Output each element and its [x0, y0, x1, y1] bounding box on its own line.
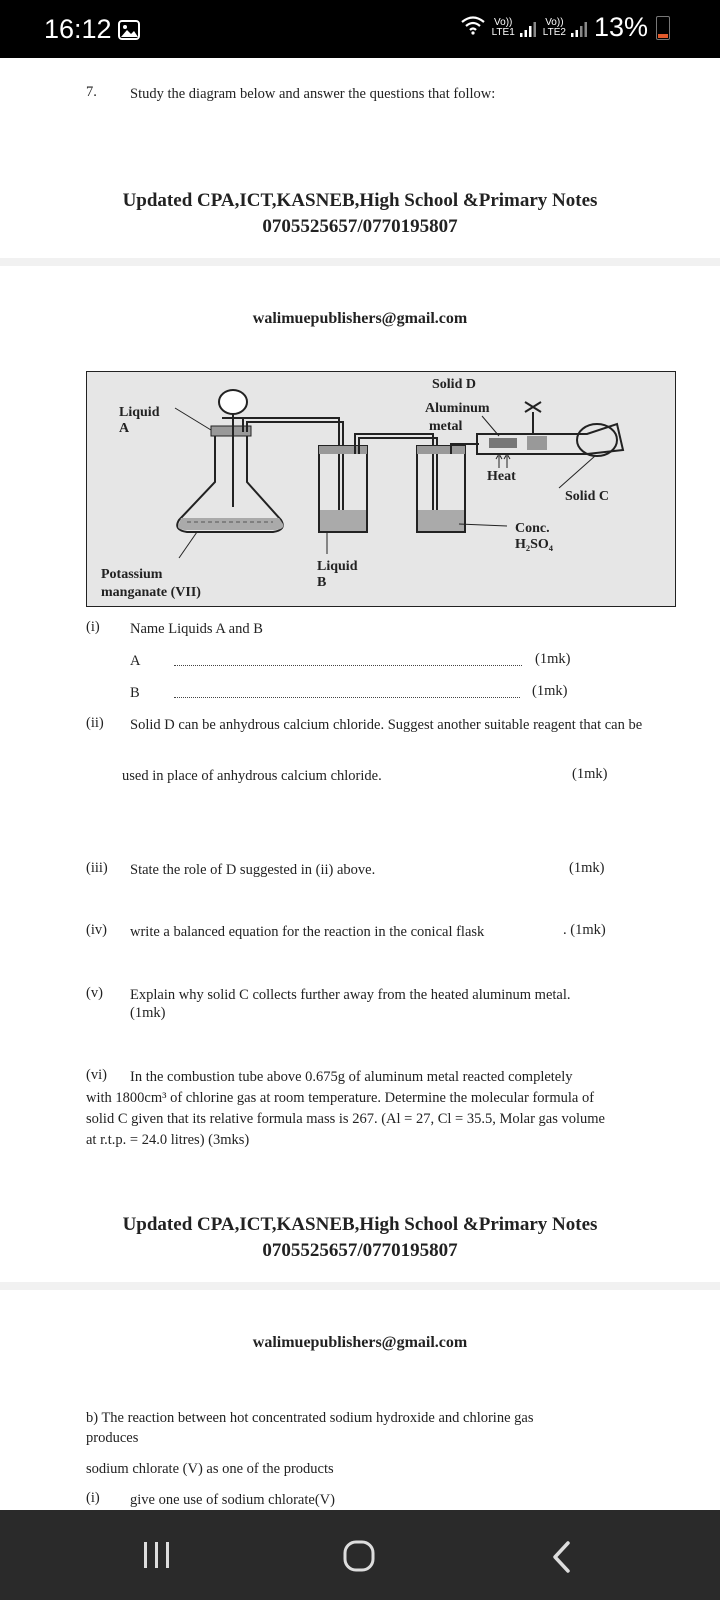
question-text: Study the diagram below and answer the questions that follow: — [130, 86, 496, 102]
mark-allocation: (1mk) — [569, 860, 605, 876]
label-aluminum: Aluminum — [425, 401, 490, 416]
question-text: sodium chlorate (V) as one of the products — [86, 1461, 334, 1477]
back-icon — [550, 1540, 574, 1574]
label-h2so4: H₂SO₄ — [515, 537, 553, 552]
aluminum-metal — [489, 438, 517, 448]
question-text: b) The reaction between hot concentrated sodium hydroxide and chlorine gas — [86, 1410, 534, 1426]
battery-icon — [656, 16, 670, 40]
question-text: Solid D can be anhydrous calcium chloride. Suggest another suitable reagent that can be — [130, 717, 643, 733]
sim1-signal — [492, 18, 537, 38]
question-text: Explain why solid C collects further away from the heated aluminum metal. — [130, 987, 571, 1003]
back-button[interactable] — [550, 1540, 574, 1579]
question-text: In the combustion tube above 0.675g of aluminum metal reacted completely — [130, 1069, 573, 1085]
gas-tap — [525, 402, 541, 412]
mark-allocation: (1mk) — [535, 651, 571, 667]
question-text: with 1800cm³ of chlorine gas at room temperature. Determine the molecular formula of — [86, 1090, 595, 1106]
label-manganate: manganate (VII) — [101, 585, 201, 600]
label-liquid-a: Liquid — [119, 405, 160, 420]
answer-line — [174, 697, 520, 698]
question-text: used in place of anhydrous calcium chloride. — [122, 768, 382, 784]
page-separator — [0, 258, 720, 266]
question-number: 7. — [86, 84, 97, 100]
gallery-notification-icon — [118, 20, 140, 40]
question-number: (vi) — [86, 1067, 107, 1083]
signal-bars-icon — [570, 20, 588, 38]
question-number: (i) — [86, 1490, 100, 1506]
battery-percent: 13% — [593, 12, 648, 42]
label-heat: Heat — [487, 469, 516, 484]
question-number: (ii) — [86, 715, 104, 731]
question-text: Name Liquids A and B — [130, 621, 263, 637]
navigation-bar — [0, 1510, 720, 1600]
wifi-icon — [460, 15, 486, 40]
flask-stopper — [211, 426, 251, 436]
label-metal: metal — [429, 419, 463, 434]
question-number: (i) — [86, 619, 100, 635]
answer-label: B — [130, 685, 140, 701]
flask-liquid — [178, 518, 283, 530]
label-solid-d: Solid D — [432, 377, 476, 392]
label-liquid-b: Liquid — [317, 559, 358, 574]
email-header: walimuepublishers@gmail.com — [252, 1334, 468, 1351]
recent-apps-icon — [140, 1540, 174, 1570]
mark-allocation: (1mk) — [130, 1005, 166, 1021]
question-text: State the role of D suggested in (ii) above. — [130, 862, 376, 878]
sim1-volte-label: Vo)) — [494, 16, 513, 28]
question-text: give one use of sodium chlorate(V) — [130, 1492, 335, 1508]
page-separator — [0, 1282, 720, 1290]
sim2-signal — [543, 18, 588, 38]
recent-apps-button[interactable] — [140, 1540, 174, 1575]
collecting-vessel-solid-c — [577, 424, 617, 456]
sim2-lte-label: LTE2 — [542, 26, 566, 38]
signal-bars-icon — [519, 20, 537, 38]
home-button[interactable] — [342, 1540, 376, 1577]
conical-flask — [177, 432, 283, 532]
question-number: (v) — [86, 985, 103, 1001]
label-liquid-a-letter: A — [119, 421, 130, 436]
question-text: at r.t.p. = 24.0 litres) (3mks) — [86, 1132, 250, 1148]
question-text: write a balanced equation for the reaction in the conical flask — [130, 924, 485, 940]
question-text: produces — [86, 1430, 139, 1446]
sim1-lte-label: LTE1 — [491, 26, 515, 38]
label-solid-c: Solid C — [565, 489, 609, 504]
status-icons — [460, 12, 670, 43]
mark-allocation: (1mk) — [572, 766, 608, 782]
apparatus-diagram — [86, 371, 676, 607]
question-text: solid C given that its relative formula mass is 267. (Al = 27, Cl = 35.5, Molar gas volume — [86, 1111, 605, 1127]
sim2-volte-label: Vo)) — [545, 16, 564, 28]
question-number: (iii) — [86, 860, 108, 876]
status-bar — [0, 0, 720, 58]
status-time: 16:12 — [44, 14, 112, 44]
question-number: (iv) — [86, 922, 107, 938]
banner-title: Updated CPA,ICT,KASNEB,High School &Primary Notes — [122, 1214, 598, 1235]
banner-title: Updated CPA,ICT,KASNEB,High School &Primary Notes — [122, 190, 598, 211]
mark-allocation: . (1mk) — [563, 922, 606, 938]
answer-line — [174, 665, 522, 666]
mark-allocation: (1mk) — [532, 683, 568, 699]
email-header: walimuepublishers@gmail.com — [252, 310, 468, 327]
banner-phone: 0705525657/0770195807 — [262, 1240, 458, 1261]
home-icon — [342, 1540, 376, 1572]
label-conc: Conc. — [515, 521, 550, 536]
label-potassium: Potassium — [101, 567, 163, 582]
banner-phone: 0705525657/0770195807 — [262, 216, 458, 237]
dropping-funnel — [219, 390, 247, 414]
answer-label: A — [130, 653, 141, 669]
label-liquid-b-letter: B — [317, 575, 327, 590]
